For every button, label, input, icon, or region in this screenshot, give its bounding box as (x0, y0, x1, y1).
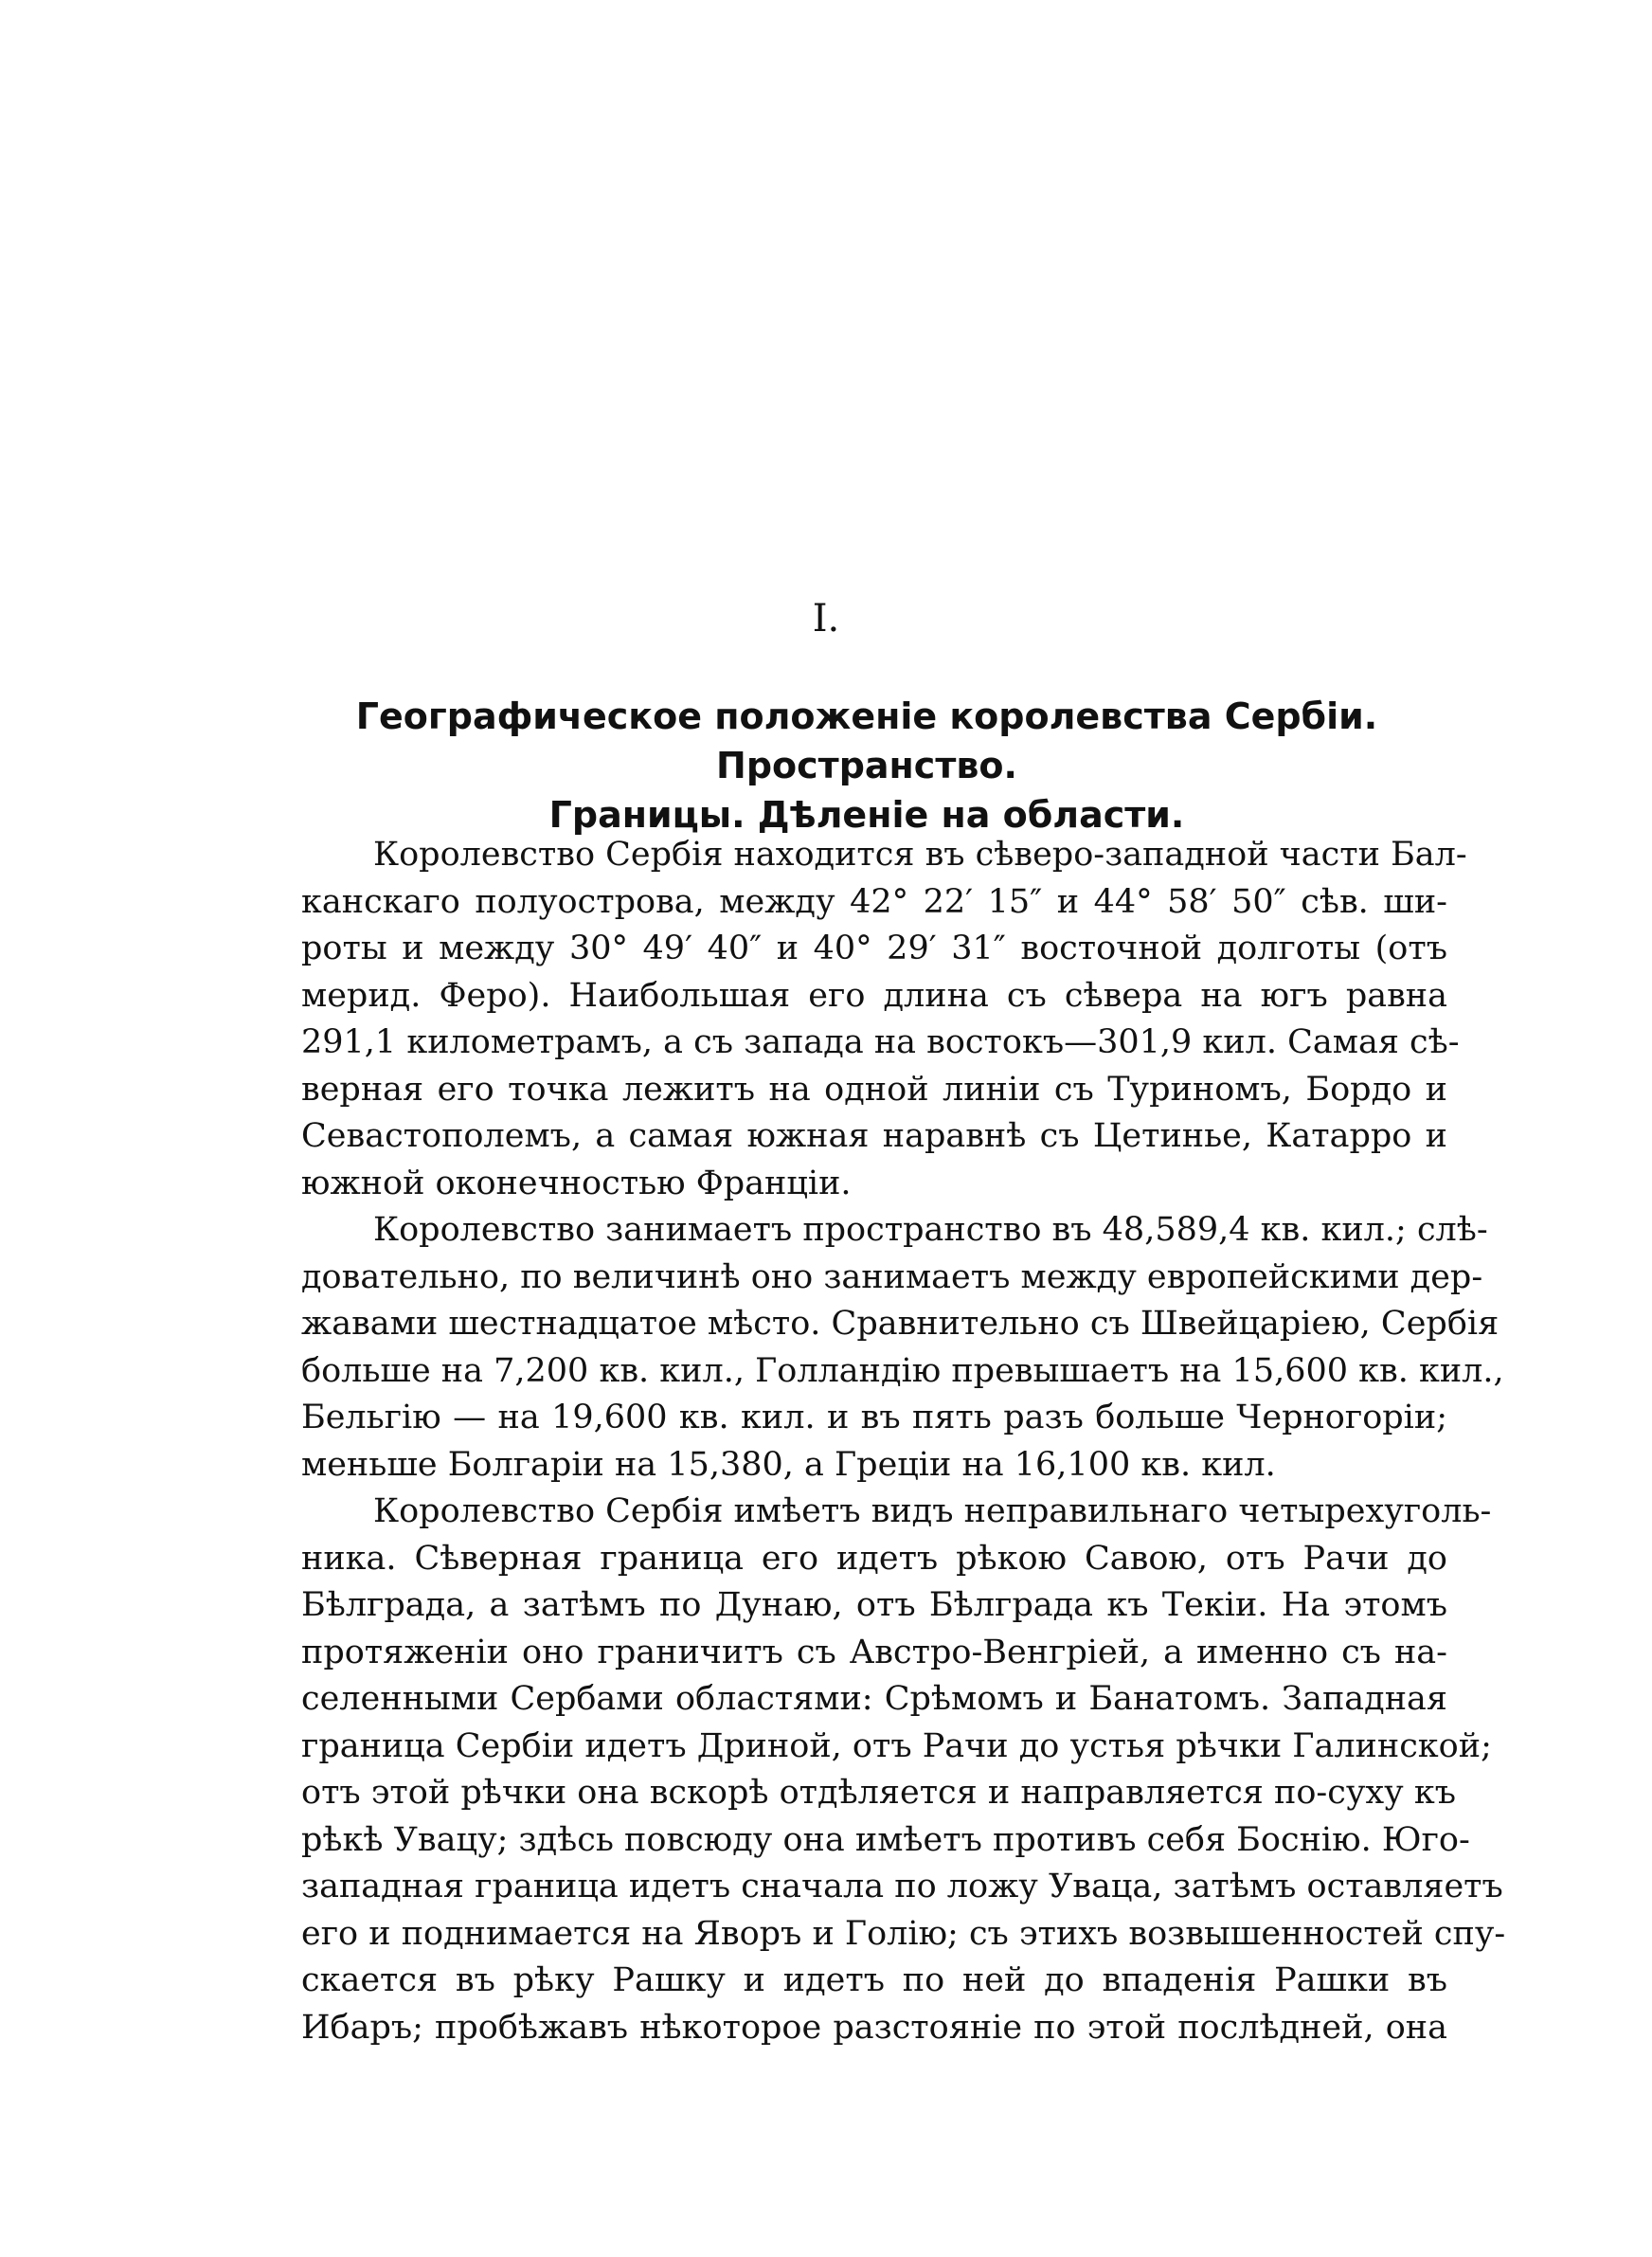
text-line: южной оконечностью Франціи. (301, 1164, 852, 1202)
text-line: Ибаръ; пробѣжавъ нѣкоторое разстояніе по этой послѣдней, она (301, 2008, 1447, 2047)
text-line: меньше Болгаріи на 15,380, а Греціи на 16,100 кв. кил. (301, 1445, 1276, 1484)
chapter-number: I. (812, 597, 840, 641)
chapter-title-line: Географическое положеніе королевства Сербіи. Пространство. (355, 695, 1378, 786)
text-line: западная граница идетъ сначала по ложу Увaца, затѣмъ оставляетъ (301, 1868, 1503, 1905)
text-line: Королевство Сербія имѣетъ видъ неправильнаго четырехуголь- (373, 1492, 1492, 1530)
paragraph (301, 832, 1467, 1207)
text-line: его и поднимается на Яворъ и Голію; съ этихъ возвышенностей спу- (301, 1914, 1506, 1953)
text-line: Королевство занимаетъ пространство въ 48,589,4 кв. кил.; слѣ- (373, 1211, 1488, 1249)
text-line: Севастополемъ, а самая южная наравнѣ съ Цетинье, Катарро и (301, 1117, 1447, 1155)
text-line: больше на 7,200 кв. кил., Голландію превышаетъ на 15,600 кв. кил., (301, 1351, 1504, 1390)
chapter-title-line: Границы. Дѣленіе на области. (548, 794, 1185, 836)
text-line: скается въ рѣку Рашку и идетъ по ней до впаденія Рашки въ (301, 1961, 1447, 1999)
paragraph (301, 1489, 1506, 2051)
text-line: Бѣлграда, а затѣмъ по Дунаю, отъ Бѣлграда къ Текіи. На этомъ (301, 1586, 1447, 1624)
paragraph (301, 1207, 1504, 1489)
text-line: верная его точка лежитъ на одной линіи съ Туриномъ, Бордо и (301, 1070, 1447, 1109)
text-line: довательно, по величинѣ оно занимаетъ между европейскими дер- (301, 1257, 1483, 1296)
text-line: Королевство Сербія находится въ сѣверо-западной части Бал- (373, 836, 1467, 874)
text-line: жавами шестнадцатое мѣсто. Сравнительно съ Швейцаріею, Сербія (301, 1305, 1499, 1343)
body-text (301, 832, 1506, 2051)
text-line: протяженіи оно граничитъ съ Австро-Венгріей, а именно съ на- (301, 1633, 1447, 1671)
text-line: канскаго полуострова, между 42° 22′ 15″ и 44° 58′ 50″ сѣв. ши- (301, 882, 1447, 921)
text-line: Бельгію — на 19,600 кв. кил. и въ пять разъ больше Черногоріи; (301, 1399, 1447, 1436)
text-line: селенными Сербами областями: Срѣмомъ и Банатомъ. Западная (301, 1680, 1447, 1718)
text-line: рѣкѣ Увацу; здѣсь повсюду она имѣетъ противъ себя Боснію. Юго- (301, 1820, 1470, 1859)
text-line: мерид. Феро). Наибольшая его длина съ сѣвера на югъ равна (301, 976, 1447, 1015)
text-line: роты и между 30° 49′ 40″ и 40° 29′ 31″ восточной долготы (отъ (301, 930, 1447, 967)
text-line: ника. Сѣверная граница его идетъ рѣкою Савою, отъ Рачи до (301, 1539, 1447, 1578)
chapter-title (284, 692, 1449, 840)
text-line: отъ этой рѣчки она вскорѣ отдѣляется и направляется по-суху къ (301, 1774, 1457, 1812)
text-line: 291,1 километрамъ, а съ запада на востокъ—301,9 кил. Самая сѣ- (301, 1023, 1460, 1061)
text-line: граница Сербіи идетъ Дриной, отъ Рачи до устья рѣчки Галинской; (301, 1726, 1492, 1765)
